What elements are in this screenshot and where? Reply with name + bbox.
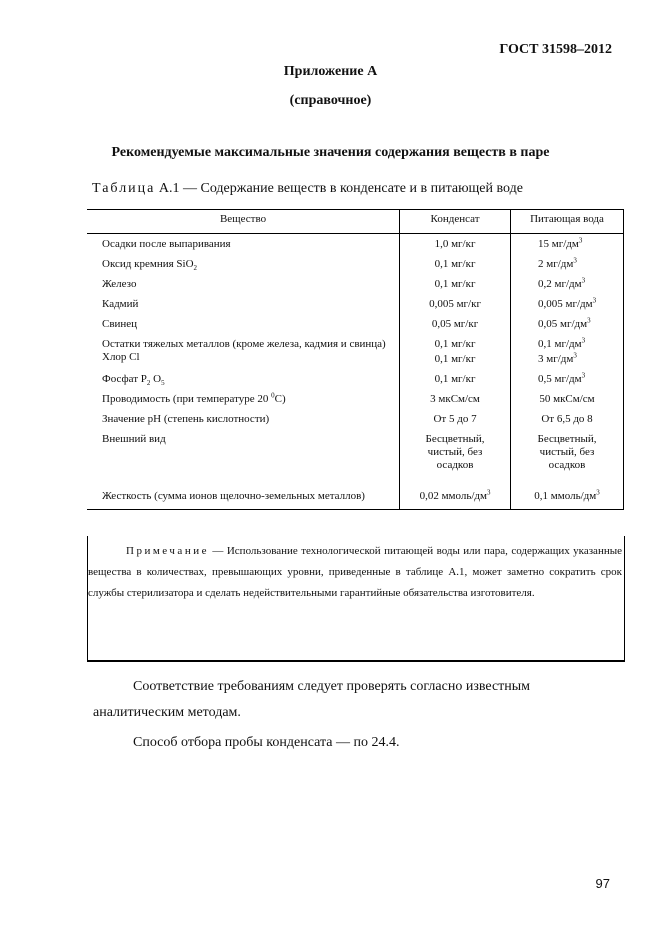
cell-condensate: Бесцветный, чистый, без осадков [400,433,511,490]
header-condensate: Конденсат [400,210,511,234]
table-row [87,413,624,433]
table-row [87,278,624,298]
note-label: Примечание [126,545,209,557]
cell-feedwater: 0,005 $мг/дм^3$ [511,298,624,318]
cell-substance: Хлор Cl [87,351,400,373]
table-row [87,298,624,318]
appendix-subtitle: (справочное) [289,93,372,108]
cell-substance: Внешний вид [87,433,400,490]
body-paragraph-continuation: аналитическим методам. [93,705,241,720]
cell-condensate: 0,02 ммоль/$дм^3$ [400,490,511,510]
cell-condensate: От 5 до 7 [400,413,511,433]
note-text: — Использование технологической питающей воды или пара, содержащих указанные вещества в количествах, превышающих уровни, приведенные в таблице А.1, может заметно сократить срок службы стерилизатора и сделать недействительными гарантийные обязательства изготовителя. [88,545,622,599]
cell-condensate: 0,05 мг/кг [400,318,511,338]
cell-feedwater: 0,05 $мг/дм^3$ [511,318,624,338]
cell-feedwater: 0,2 $мг/дм^3$ [511,278,624,298]
cell-condensate: 3 мкСм/см [400,393,511,413]
cell-feedwater: 0,1 ммоль/$дм^3$ [511,490,624,510]
cell-feedwater: 15 $мг/дм^3$ [511,234,624,259]
cell-substance: Остатки тяжелых металлов (кроме железа, кадмия и свинца) [87,338,400,351]
cell-condensate: 1,0 мг/кг [400,234,511,259]
cell-substance: Жесткость (сумма ионов щелочно-земельных металлов) [87,490,400,510]
table-row [87,338,624,351]
body-paragraph: Соответствие требованиям следует проверять согласно известным [133,679,531,694]
section-heading: Рекомендуемые максимальные значения содержания веществ в паре [111,145,550,160]
table-row [87,351,624,373]
cell-substance: Проводимость (при температуре 20 $^0$С) [87,393,400,413]
cell-substance: Железо [87,278,400,298]
cell-feedwater: Бесцветный, чистый, без осадков [511,433,624,490]
body-paragraph: Способ отбора пробы конденсата — по 24.4. [133,735,400,750]
table-note [88,541,622,604]
table-caption [92,181,523,197]
table-row [87,234,624,259]
cell-feedwater: 0,1 $мг/дм^3$ [511,338,624,351]
cell-condensate: 0,1 мг/кг [400,351,511,373]
cell-substance: Оксид кремния SiO$_2$ [87,258,400,278]
table-header-row [87,210,624,234]
cell-substance: Значение рН (степень кислотности) [87,413,400,433]
cell-substance: Кадмий [87,298,400,318]
document-code: ГОСТ 31598–2012 [499,42,612,57]
cell-substance: Осадки после выпаривания [87,234,400,259]
cell-condensate: 0,005 мг/кг [400,298,511,318]
cell-substance: Свинец [87,318,400,338]
cell-feedwater: 50 мкСм/см [511,393,624,413]
table-caption-text: А.1 — Содержание веществ в конденсате и в питающей воде [155,181,523,196]
substances-table [87,209,624,510]
cell-condensate: 0,1 мг/кг [400,258,511,278]
table-row [87,373,624,393]
table-caption-label: Таблица [92,181,156,196]
cell-feedwater: 2 $мг/дм^3$ [511,258,624,278]
table-row [87,433,624,490]
cell-feedwater: 0,5 $мг/дм^3$ [511,373,624,393]
cell-condensate: 0,1 мг/кг [400,338,511,351]
header-feedwater: Питающая вода [511,210,624,234]
cell-condensate: 0,1 мг/кг [400,373,511,393]
table-row [87,258,624,278]
page-number: 97 [595,876,610,891]
header-substance: Вещество [87,210,400,234]
appendix-title: Приложение А [283,64,378,79]
table-row [87,318,624,338]
cell-feedwater: От 6,5 до 8 [511,413,624,433]
cell-feedwater: 3 $мг/дм^3$ [511,351,624,373]
table-row [87,393,624,413]
table-row [87,490,624,510]
cell-condensate: 0,1 мг/кг [400,278,511,298]
cell-substance: Фосфат $P_2$ $O_5$ [87,373,400,393]
